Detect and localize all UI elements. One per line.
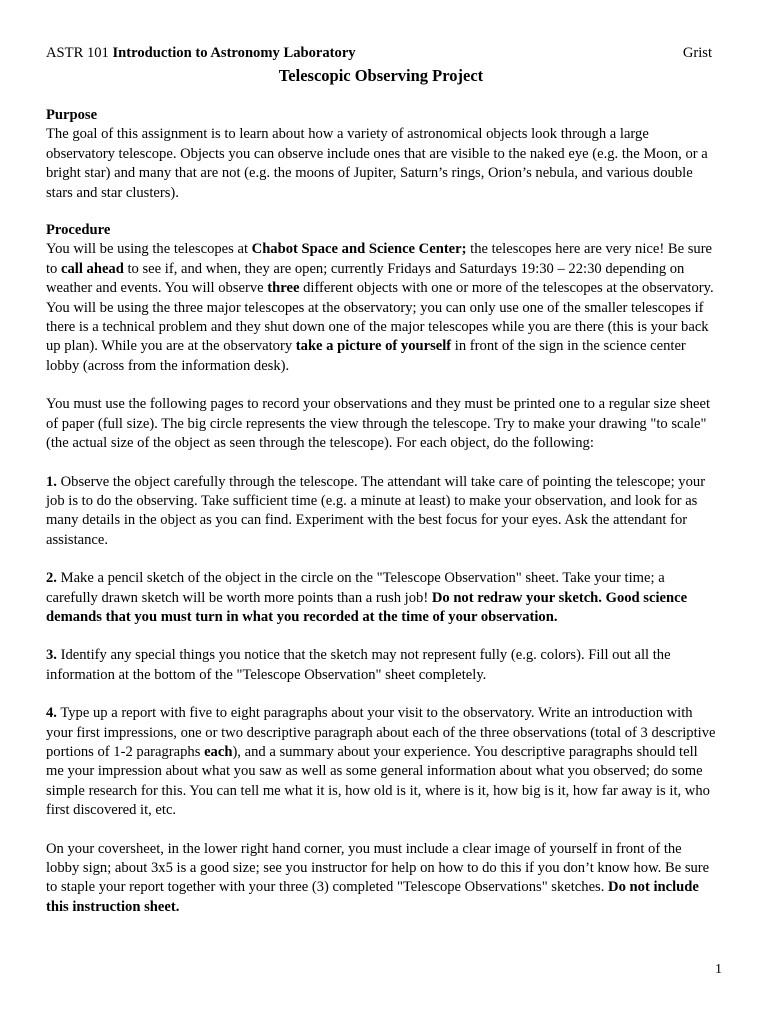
document-title: Telescopic Observing Project — [278, 66, 484, 85]
text-run: to see if, and when, they are open; currently Fridays and Saturdays 19:30 – 22:30 depending on weather and events. You will observe — [46, 260, 685, 297]
emphasis-three: three — [267, 280, 300, 297]
coversheet-paragraph — [46, 840, 716, 918]
text-run: You will be using the telescopes at — [46, 241, 252, 258]
emphasis-take-picture: take a picture of yourself — [295, 338, 452, 355]
step-number: 2. — [46, 570, 57, 587]
text-run: On your coversheet, in the lower right hand corner, you must include a clear image of yourself in front of the lobby sign; about 3x5 is a good size; see you instructor for help on how to do this if you don’t know how. Be sure to staple your report together with your three (3) completed "Telescope Observations" sketches. — [46, 840, 710, 896]
step-4 — [46, 704, 716, 820]
step-text: Make a pencil sketch of the object in the circle on the "Telescope Observation" sheet. Take your time; a carefully drawn sketch will be worth more points than a rush job! — [46, 570, 665, 606]
step-1 — [46, 473, 716, 551]
final-emphasis: Do not include this instruction sheet. — [46, 879, 699, 915]
course-line — [46, 44, 356, 63]
procedure-heading: Procedure — [46, 222, 111, 239]
step-text: Observe the object carefully through the telescope. The attendant will take care of pointing the telescope; your job is to do the observing. Take sufficient time (e.g. a minute at least) to make your observation, and look for as many details in the object as you can find. Experiment with the best focus for your eyes. Ask the attendant for assistance. — [46, 473, 706, 548]
step-emphasis: each — [204, 743, 233, 760]
procedure-paragraph-2: You must use the following pages to record your observations and they must be printed one to a regular size sheet of paper (full size). The big circle represents the view through the telescope. Try to make your drawing "to scale" (the actual size of the object as seen through the telescope). For each object, do the following: — [46, 396, 711, 452]
step-number: 1. — [46, 473, 57, 490]
course-code: ASTR 101 — [46, 45, 109, 61]
step-text: ), and a summary about your experience. You descriptive paragraphs should tell me your impression about what you saw as well as some general information about what you observed; do some simple research for this. You can tell me what it is, how old is it, where is it, how big is it, how far away is it, who first discovered it, etc. — [46, 743, 710, 819]
procedure-paragraph-1 — [46, 240, 716, 376]
location-name: Chabot Space and Science Center; — [251, 241, 467, 258]
step-text: Identify any special things you notice that the sketch may not represent fully (e.g. colors). Fill out all the information at the bottom of the "Telescope Observation" sheet completely. — [46, 647, 671, 683]
step-number: 3. — [46, 647, 57, 664]
document-page — [46, 44, 716, 917]
page-number: 1 — [715, 962, 722, 977]
step-3 — [46, 646, 716, 685]
text-run: different objects with one or more of the telescopes at the observatory. You will be using the three major telescopes at the observatory; you can only use one of the smaller telescopes if there is a technical problem and they shut down one of the major telescopes while you are there (this is your back up plan). While you are at the observatory — [46, 280, 714, 355]
step-number: 4. — [46, 705, 57, 722]
emphasis-call-ahead: call ahead — [61, 260, 124, 277]
purpose-text: The goal of this assignment is to learn about how a variety of astronomical objects look through a large observatory telescope. Objects you can observe include ones that are visible to the naked eye (e.g. the Moon, or a bright star) and many that are not (e.g. the moons of Jupiter, Saturn’s rings, Orion’s nebula, and various double stars and star clusters). — [46, 126, 708, 201]
step-2 — [46, 569, 716, 627]
text-run: in front of the sign in the science center lobby (across from the information desk). — [46, 338, 686, 374]
instructor-name: Grist — [682, 45, 712, 61]
step-emphasis: Do not redraw your sketch. Good science demands that you must turn in what you recorded at the time of your observation. — [46, 589, 688, 625]
step-text: Type up a report with five to eight paragraphs about your visit to the observatory. Write an introduction with your first impressions, one or two descriptive paragraph about each of the three observations (total of 3 descriptive portions of 1-2 paragraphs — [46, 705, 716, 760]
text-run: the telescopes here are very nice! Be sure to — [46, 241, 713, 277]
purpose-heading: Purpose — [46, 107, 98, 123]
course-title: Introduction to Astronomy Laboratory — [112, 45, 356, 61]
page-header — [46, 44, 716, 64]
